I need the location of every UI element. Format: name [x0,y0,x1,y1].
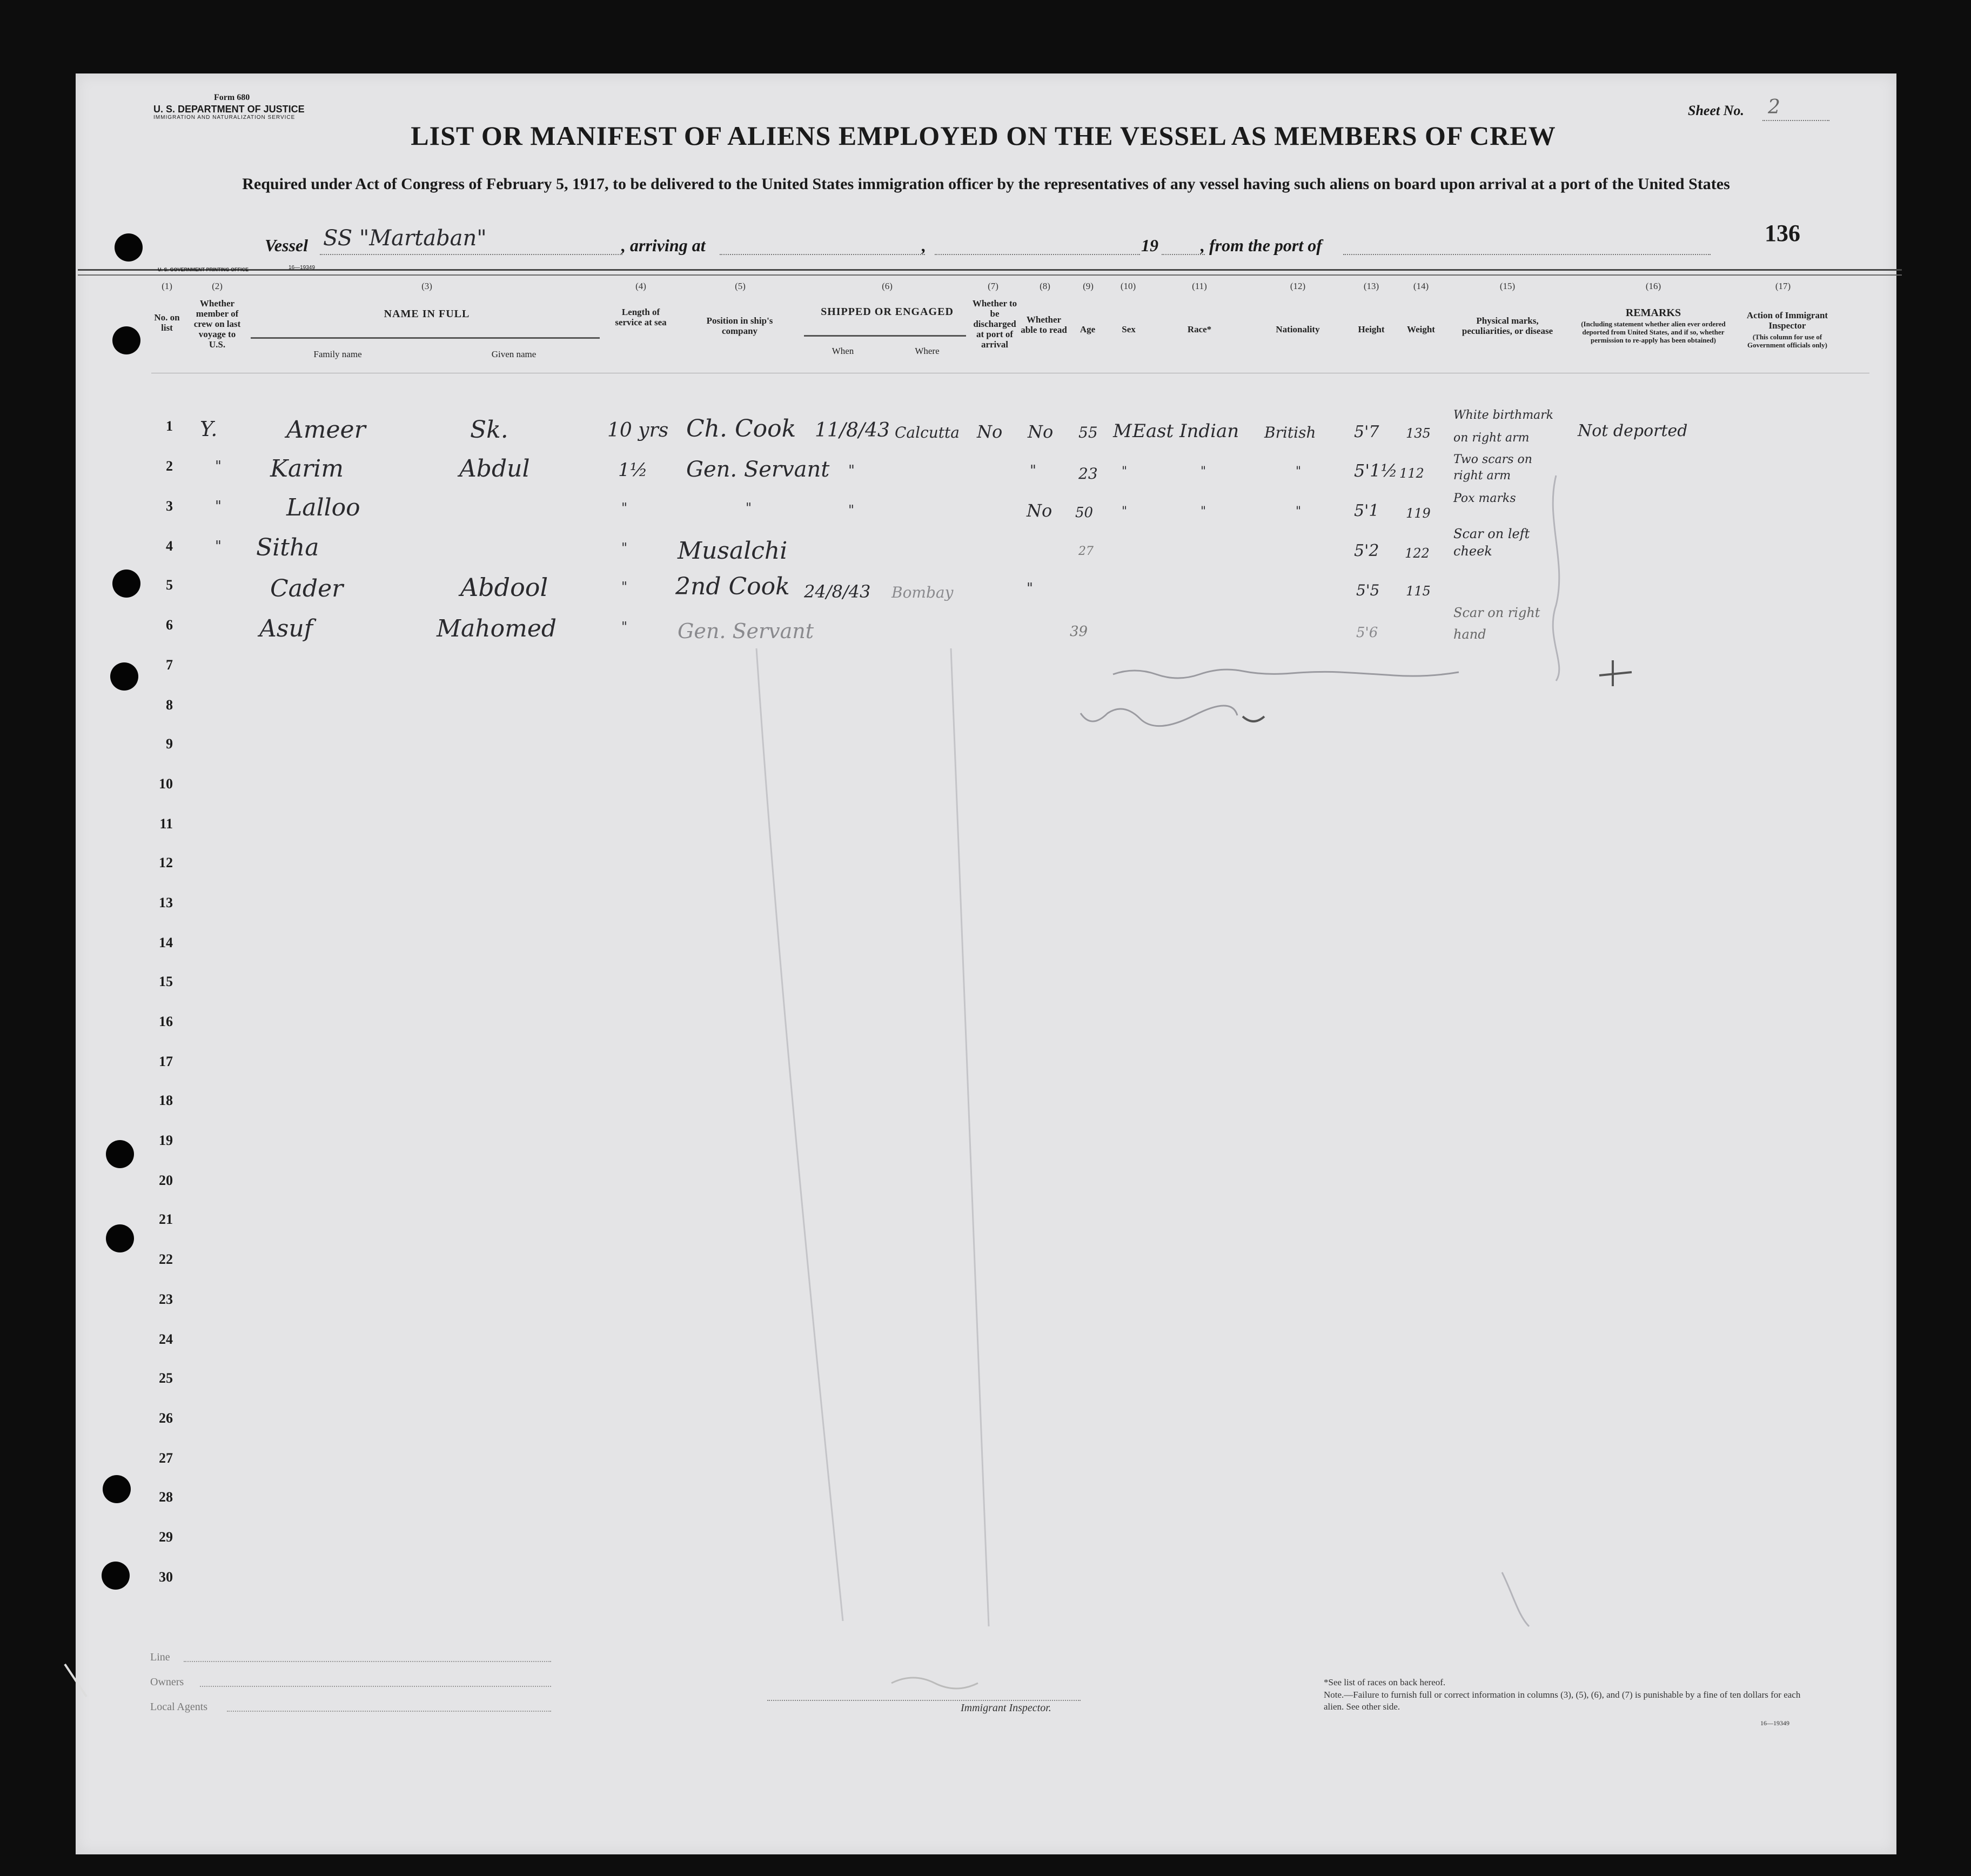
cell-nationality: British [1264,424,1316,441]
cell-weight: 115 [1406,584,1431,599]
col-header: Whether to be discharged at port of arrival [972,298,1017,350]
col-num: (16) [1645,281,1661,291]
cell-given-name: Mahomed [437,615,557,642]
row-number: 4 [166,538,173,554]
cell-height: 5'2 [1354,541,1379,560]
row-number: 19 [159,1133,173,1148]
printing-office: U. S. GOVERNMENT PRINTING OFFICE [158,267,249,272]
col-subheader: Family name [313,349,362,359]
cell-marks: Pox marks [1453,492,1516,505]
row-number: 25 [159,1370,173,1386]
row-number: 24 [159,1331,173,1347]
cell-age: 23 [1078,465,1098,483]
cell-weight: 122 [1405,546,1430,561]
page-subtitle: Required under Act of Congress of February 5, 1917, to be delivered to the United States immigration officer by the representatives of any vessel having such aliens on board upon arrival at a port of the United States [242,175,1730,193]
cell-given-name: Abdool [460,573,548,602]
col-header: Whether able to read [1021,314,1067,335]
cell-discharge: No [977,421,1003,442]
row-number: 15 [159,974,173,989]
cell-nationality: " [1296,465,1302,478]
col-header: Action of Immigrant Inspector [1746,310,1828,331]
col-num: (17) [1775,281,1791,291]
cell-service: 1½ [618,459,648,481]
cell-where: Calcutta [895,424,960,441]
row-number: 21 [159,1211,173,1227]
col-num: (6) [882,281,893,291]
col-header: Height [1358,324,1385,334]
cell-family-name: Karim [270,455,344,483]
col-note: (This column for use of Government officials only) [1747,333,1828,349]
cell-race: " [1201,505,1206,518]
row-number: 9 [166,736,173,752]
cell-read: No [1028,421,1054,442]
cell-weight: 135 [1406,426,1431,441]
cell-height: 5'1 [1354,501,1379,520]
cell-when: " [848,502,855,518]
col-num: (7) [988,281,998,291]
footer-line-label: Line [150,1651,170,1663]
row-number: 22 [159,1251,173,1267]
cell-marks: Scar on left cheek [1453,526,1530,559]
cell-last-voyage: Y. [200,417,218,441]
footer-print-code: 16—19349 [1760,1719,1789,1727]
col-header: Sex [1122,324,1136,334]
cell-service: " [621,540,628,555]
col-header: Whether member of crew on last voyage to U.S. [193,298,241,350]
cell-position: Ch. Cook [686,415,796,443]
cell-when: 24/8/43 [804,581,871,602]
cell-sex: " [1122,465,1128,478]
cell-position: Gen. Servant [686,457,830,482]
col-num: (3) [421,281,432,291]
department-name: U. S. DEPARTMENT OF JUSTICE [153,104,305,115]
sheet-label: Sheet No. [1688,103,1744,118]
penalty-note: Note.—Failure to furnish full or correct information in columns (3), (5), (6), and (7) is punishable by a fine of ten dollars for each alien. See other side. [1324,1690,1801,1712]
cell-family-name: Lalloo [286,494,360,521]
cell-race: East Indian [1132,420,1239,442]
cell-nationality: " [1296,505,1302,518]
cell-height: 5'1½ [1354,460,1398,481]
col-header: NAME IN FULL [384,308,470,320]
col-num: (1) [162,281,172,291]
col-header: Length of service at sea [615,307,667,327]
row-number: 2 [166,458,173,474]
cell-last-voyage: " [215,538,222,554]
cell-sex: " [1122,505,1128,518]
footer-owners-label: Owners [150,1676,184,1688]
cell-position: " [746,500,752,515]
cell-position: Musalchi [678,537,788,565]
col-num: (15) [1499,281,1516,291]
col-header: Age [1080,324,1096,334]
cell-weight: 112 [1399,466,1424,481]
from-port-label: , from the port of [1201,236,1322,255]
col-num: (2) [212,281,223,291]
cell-service: " [621,619,628,634]
row-number: 10 [159,776,173,792]
cell-service: " [621,500,628,515]
cell-service: 10 yrs [607,419,669,441]
arriving-label: , arriving at [621,236,706,255]
row-number: 1 [166,418,173,434]
sheet-number: 2 [1768,96,1780,118]
cell-race: " [1201,465,1206,478]
cell-height: 5'5 [1356,581,1380,599]
year-label: 19 [1141,236,1158,255]
row-number: 28 [159,1489,173,1505]
col-num: (8) [1040,281,1050,291]
service-name: IMMIGRATION AND NATURALIZATION SERVICE [153,115,296,120]
cell-last-voyage: " [215,458,222,474]
col-num: (9) [1083,281,1094,291]
row-number: 17 [159,1054,173,1069]
row-number: 27 [159,1450,173,1466]
page-title: LIST OR MANIFEST OF ALIENS EMPLOYED ON THE VESSEL AS MEMBERS OF CREW [411,120,1556,151]
col-header: Weight [1407,324,1435,334]
row-number: 6 [166,617,173,633]
cell-when: " [848,463,855,479]
vessel-name: SS "Martaban" [323,226,487,251]
row-number: 29 [159,1529,173,1545]
cell-where: Bombay [891,584,954,601]
row-number: 12 [159,855,173,870]
col-num: (13) [1363,281,1379,291]
cell-position: Gen. Servant [678,619,814,643]
col-num: (14) [1413,281,1429,291]
cell-when: 11/8/43 [815,419,890,441]
col-header: Physical marks, peculiarities, or disease [1462,316,1553,336]
col-header: REMARKS [1625,307,1681,319]
row-number: 20 [159,1172,173,1188]
cell-family-name: Cader [270,575,344,602]
row-number: 3 [166,498,173,514]
footer-agents-label: Local Agents [150,1701,208,1713]
cell-family-name: Ameer [286,416,366,444]
cell-age: 50 [1075,505,1094,521]
cell-family-name: Asuf [259,615,313,642]
cell-read: " [1030,463,1036,479]
col-note: (Including statement whether alien ever ordered deported from United States, and if so, whether permission to re-apply has been obtained) [1581,320,1726,344]
col-num: (4) [635,281,646,291]
row-number: 13 [159,895,173,910]
comma: , [922,236,926,255]
cell-marks: White birthmark on right arm [1453,408,1554,445]
cell-service: " [621,579,628,594]
cell-remarks: Not deported [1578,421,1688,440]
cell-age: 55 [1078,424,1098,441]
cell-family-name: Sitha [256,534,319,561]
cell-read: " [1027,580,1033,597]
row-number: 7 [166,657,173,673]
cell-marks: Scar on right hand [1453,605,1540,642]
row-number: 8 [166,697,173,713]
col-subheader: Given name [491,349,537,359]
col-num: (11) [1192,281,1207,291]
races-note: *See list of races on back hereof. [1324,1677,1446,1687]
cell-read: No [1027,500,1052,521]
col-header: Position in ship's company [706,316,773,336]
col-num: (10) [1120,281,1136,291]
cell-marks: Two scars on right arm [1453,453,1532,483]
vessel-label: Vessel [265,236,308,255]
cell-weight: 119 [1406,506,1431,521]
cell-age: 39 [1070,624,1088,640]
cell-position: 2nd Cook [675,573,790,600]
col-num: (12) [1290,281,1306,291]
cell-last-voyage: " [215,498,222,514]
col-subheader: Where [915,346,940,356]
col-header: No. on list [154,312,180,333]
row-number: 14 [159,935,173,950]
stamp-number: 136 [1765,220,1800,246]
print-code: 16—19349 [289,265,315,271]
row-number: 26 [159,1410,173,1426]
col-subheader: When [832,346,854,356]
cell-height: 5'6 [1356,625,1378,641]
col-num: (5) [735,281,746,291]
col-header: SHIPPED OR ENGAGED [821,306,954,318]
inspector-label: Immigrant Inspector. [961,1702,1051,1714]
cell-given-name: Sk. [470,416,508,444]
row-number: 16 [159,1014,173,1029]
row-number: 5 [166,577,173,593]
cell-sex: M [1113,420,1132,442]
row-number: 11 [159,816,173,832]
cell-given-name: Abdul [459,455,530,483]
cell-age: 27 [1078,545,1094,558]
form-number: Form 680 [214,93,250,102]
col-header: Nationality [1276,324,1320,334]
row-number: 18 [159,1093,173,1108]
row-number: 30 [159,1569,173,1585]
row-number: 23 [159,1291,173,1307]
cell-height: 5'7 [1354,423,1379,441]
col-header: Race* [1187,324,1212,334]
